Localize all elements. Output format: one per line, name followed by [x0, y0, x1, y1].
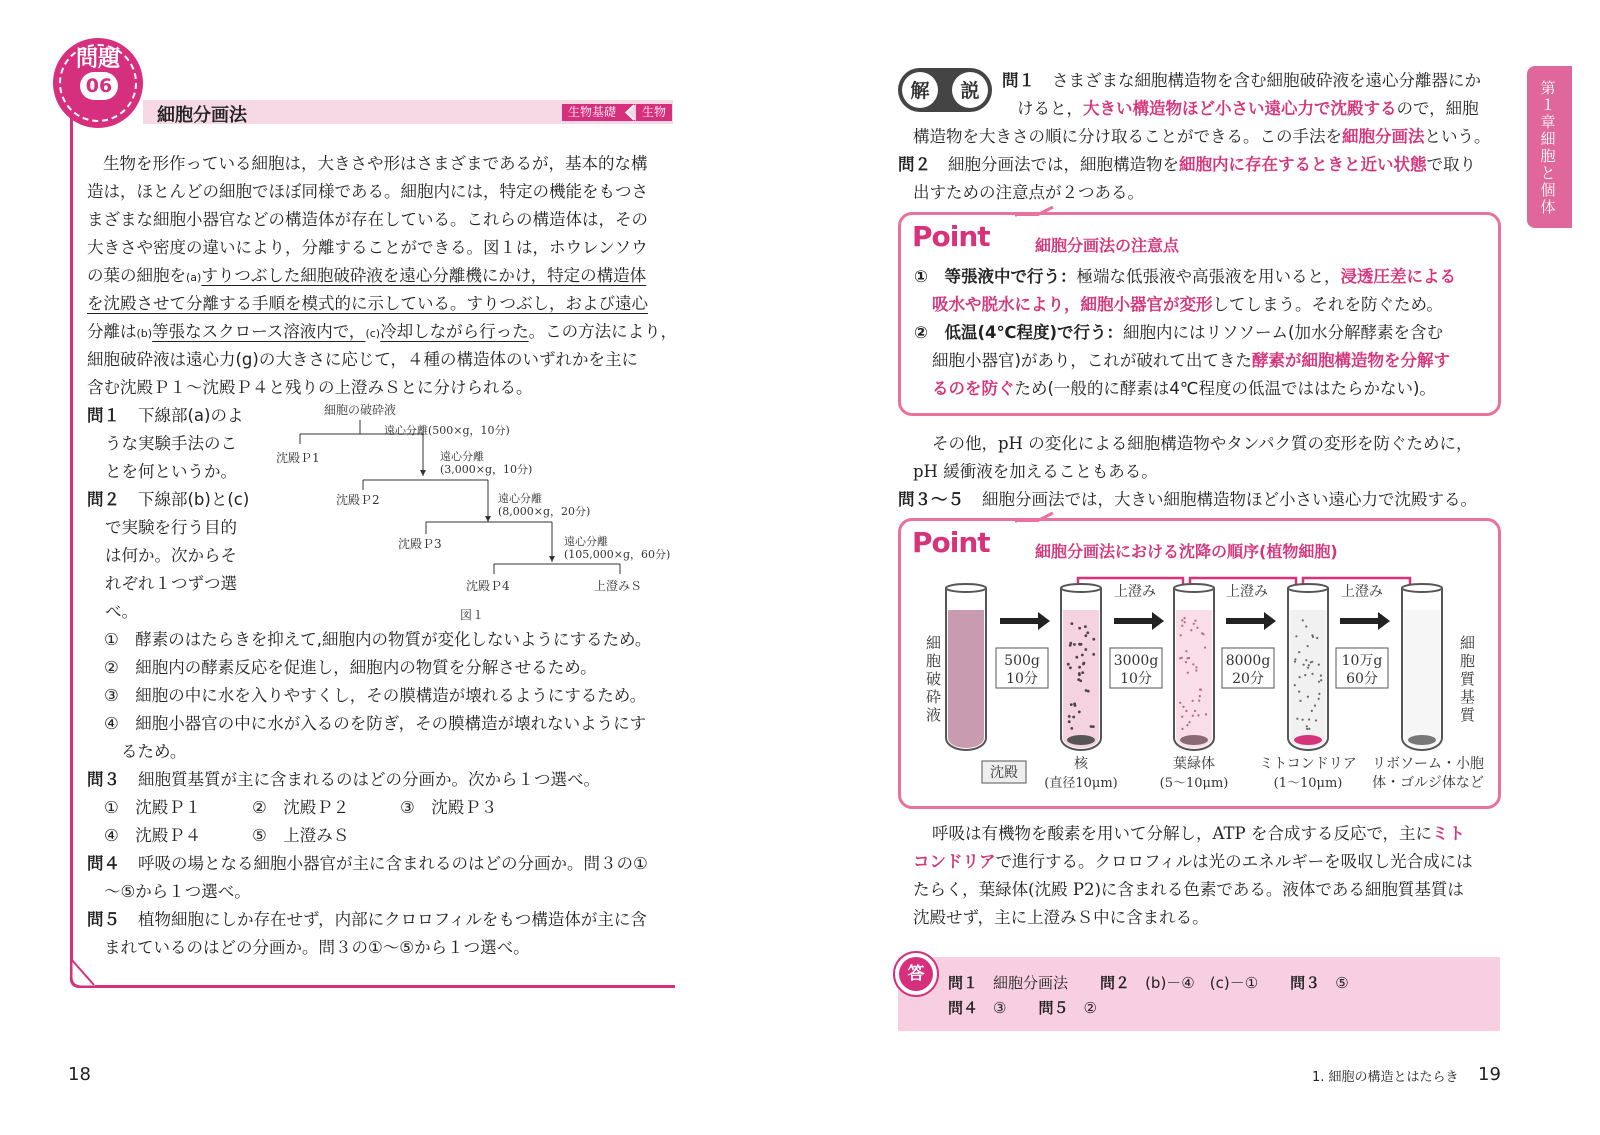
particle-dot — [1304, 674, 1306, 676]
answer-label: 問４ — [948, 999, 979, 1017]
point-1-item-1-cont — [932, 291, 1443, 315]
para-text: 分離は — [87, 322, 137, 341]
highlight-text: 酵素が細胞構造物を分解す — [1251, 351, 1450, 370]
problem-number: 06 — [80, 72, 118, 100]
question-5-label: 問５ — [87, 910, 120, 929]
point-1-title: 細胞分画法の注意点 — [1035, 236, 1180, 255]
particle-dot — [1084, 648, 1087, 651]
pellet-nucleus — [1067, 735, 1095, 745]
particle-dot — [1081, 671, 1084, 674]
fig-step-label: 遠心分離 — [564, 535, 608, 548]
fig-step-label: (3,000×g，10分) — [440, 463, 533, 476]
particle-dot — [1190, 629, 1192, 631]
highlight-text: コンドリア — [913, 852, 996, 871]
particle-dot — [1318, 693, 1320, 695]
text: 細胞内にはリソソーム(加水分解酵素を含む — [1123, 323, 1443, 342]
particle-dot — [1181, 619, 1183, 621]
r-question-2-label: 問２ — [898, 155, 931, 174]
fig-step-label: 遠心分離 — [440, 450, 484, 463]
particle-dot — [1083, 662, 1086, 665]
speech-tail — [1015, 206, 1055, 220]
sedimentation-diagram — [898, 570, 1500, 800]
particle-dot — [1179, 702, 1181, 704]
step-time: 10分 — [1120, 671, 1152, 687]
supernatant-label: 上澄み — [1114, 584, 1156, 600]
particle-dot — [1310, 661, 1312, 663]
question-4-text: 〜⑤から１つ選べ。 — [104, 882, 251, 901]
particle-dot — [1318, 698, 1320, 700]
particle-dot — [1308, 718, 1310, 720]
problem-badge-label: 問題 — [75, 47, 120, 72]
particle-dot — [1316, 637, 1318, 639]
sediment-label: 沈殿 — [990, 765, 1018, 781]
particle-dot — [1079, 643, 1082, 646]
question-5-text: まれているのはどの分画か。問３の①〜⑤から１つ選べ。 — [104, 938, 530, 957]
particle-dot — [1068, 720, 1071, 723]
text: 細胞小器官)があり，これが破れて出てきた — [932, 351, 1252, 370]
particle-dot — [1072, 716, 1075, 719]
particle-dot — [1073, 643, 1076, 646]
page-number-left: 18 — [68, 1064, 91, 1085]
question-2-text: は何か。次からそ — [105, 546, 237, 565]
particle-dot — [1180, 634, 1182, 636]
option-text: 沈殿Ｐ２ — [283, 798, 350, 817]
particle-dot — [1201, 632, 1203, 634]
point-1-item-2-cont — [932, 375, 1436, 399]
particle-dot — [1185, 650, 1187, 652]
particle-dot — [1078, 627, 1081, 630]
particle-dot — [1078, 672, 1081, 675]
answer-mark: 答 — [899, 957, 933, 991]
underlined-text-a: すりつぶした細胞破砕液を遠心分離機にかけ，特定の構造体 — [201, 266, 647, 285]
particle-dot — [1302, 719, 1304, 721]
particle-dot — [1092, 653, 1095, 656]
particle-dot — [1299, 700, 1301, 702]
text: 細胞分画法では，細胞構造物を — [948, 155, 1179, 174]
q3-option-5 — [252, 822, 349, 846]
particle-dot — [1187, 672, 1189, 674]
lysate-label: 細胞破砕液 — [926, 634, 942, 724]
particle-dot — [1067, 663, 1070, 666]
answer-row-1 — [948, 972, 1349, 993]
problem-frame-bottom-rule — [95, 985, 675, 988]
step-force: 8000g — [1225, 653, 1271, 669]
particle-dot — [1181, 657, 1183, 659]
speech-tail — [1015, 512, 1055, 526]
particle-dot — [1198, 700, 1200, 702]
particle-dot — [1307, 667, 1309, 669]
step-arrow-icon — [1340, 612, 1390, 630]
particle-dot — [1070, 703, 1073, 706]
particle-dot — [1186, 657, 1188, 659]
option-text: 上澄みＳ — [283, 826, 350, 845]
r-para-3-line: たらく，葉緑体(沈殿 P2)に含まれる色素である。液体である細胞質基質は — [913, 880, 1464, 899]
problem-frame-left-rule — [70, 110, 73, 960]
pellet-ribosome — [1408, 735, 1436, 745]
q2-option-3 — [104, 682, 646, 706]
text: で進行する。クロロフィルは光のエネルギーを吸収し光合成には — [995, 852, 1473, 871]
r-q35-text: 細胞分画法では，大きい細胞構造物ほど小さい遠心力で沈殿する。 — [982, 490, 1477, 509]
particle-dot — [1184, 617, 1186, 619]
r-para-3-line — [913, 848, 1473, 872]
r-q1-line: さまざまな細胞構造物を含む細胞破砕液を遠心分離器にか — [1052, 71, 1481, 90]
para-text: の葉の細胞を — [87, 266, 186, 285]
particle-dot — [1199, 695, 1201, 697]
particle-dot — [1185, 661, 1187, 663]
kaisetsu-char-2: 説 — [960, 80, 980, 102]
particle-dot — [1077, 678, 1080, 681]
particle-dot — [1195, 669, 1197, 671]
particle-dot — [1069, 642, 1072, 645]
option-number: ① — [104, 630, 119, 649]
step-arrow-icon — [1114, 612, 1164, 630]
supernatant-label: 上澄み — [1341, 584, 1383, 600]
step-force: 10万g — [1341, 653, 1383, 669]
option-text: 細胞の中に水を入りやすくし，その膜構造が壊れるようにするため。 — [135, 686, 647, 705]
text: 呼吸は有機物を酸素を用いて分解し，ATP を合成する反応で，主に — [932, 824, 1433, 843]
particle-dot — [1194, 710, 1196, 712]
underlined-text-b: 等張なスクロース溶液内で， — [152, 322, 366, 341]
r-para-2-line: その他，pH の変化による細胞構造物やタンパク質の変形を防ぐために， — [932, 434, 1473, 453]
supernatant-label: 上澄み — [1226, 584, 1268, 600]
r-para-2-line: pH 緩衝液を加えることもある。 — [913, 462, 1158, 481]
underline-mark-b: (b) — [136, 327, 153, 340]
option-number: ② — [104, 658, 119, 677]
r-para-3-line — [932, 820, 1465, 844]
para-line — [87, 262, 646, 286]
particle-dot — [1199, 689, 1201, 691]
particle-dot — [1320, 679, 1322, 681]
answer-label: 問５ — [1038, 999, 1069, 1017]
text: ため(一般的に酵素は4℃程度の低温でははたらかない)。 — [1014, 379, 1436, 398]
q2-option-4 — [104, 710, 646, 734]
particle-dot — [1188, 721, 1190, 723]
tube-3-fill — [1290, 610, 1326, 748]
answer-value: (b)－④ (c)－① — [1145, 974, 1259, 992]
tube-2-fill — [1176, 610, 1212, 748]
question-2-text: べ。 — [105, 602, 138, 621]
particle-dot — [1204, 647, 1206, 649]
underlined-text-c: 冷却しながら行った — [380, 322, 529, 341]
particle-dot — [1305, 659, 1307, 661]
question-1-text: 下線部(a)のよ — [138, 406, 244, 425]
highlight-text: 細胞分画法 — [1342, 127, 1425, 146]
particle-dot — [1084, 625, 1087, 628]
answer-box — [898, 957, 1500, 1031]
point-logo: Point — [912, 526, 990, 559]
option-number: ① — [104, 798, 119, 817]
point-logo: Point — [912, 220, 990, 253]
particle-dot — [1075, 656, 1078, 659]
question-2-text: で実験を行う目的 — [105, 518, 237, 537]
highlight-text: ミト — [1432, 824, 1466, 843]
answer-row-2 — [948, 997, 1097, 1018]
para-line: まざまな細胞小器官などの構造体が存在している。これらの構造体は，その — [87, 210, 648, 229]
result-name: 核 — [1074, 756, 1088, 772]
question-4-label: 問４ — [87, 854, 120, 873]
fig-step-label: (8,000×g，20分) — [498, 505, 591, 518]
chevron-left-icon — [622, 104, 636, 121]
highlight-text: 大きい構造物ほど小さい遠心力で沈殿する — [1083, 99, 1397, 118]
particle-dot — [1306, 728, 1308, 730]
question-1-label: 問１ — [87, 406, 120, 425]
particle-dot — [1070, 727, 1073, 730]
option-text: 酵素のはたらきを抑えて,細胞内の物質が変化しないようにするため。 — [135, 630, 652, 649]
particle-dot — [1071, 622, 1074, 625]
page-curl-corner — [70, 955, 100, 988]
particle-dot — [1086, 631, 1089, 634]
option-text: 細胞内の酵素反応を促進し，細胞内の物質を分解させるため。 — [135, 658, 597, 677]
question-1-text: うな実験手法のこ — [105, 434, 237, 453]
point-1-item-2 — [914, 319, 1443, 343]
particle-dot — [1194, 620, 1196, 622]
pellet-mitochondria — [1294, 735, 1322, 745]
result-size: (5〜10μm) — [1159, 776, 1229, 791]
result-size: (1〜10μm) — [1273, 776, 1343, 791]
particle-dot — [1181, 716, 1183, 718]
option-text: 細胞小器官の中に水が入るのを防ぎ，その膜構造が壊れないようにす — [135, 714, 647, 733]
r-q2-line: 出すための注意点が２つある。 — [913, 183, 1144, 202]
para-text: 。この方法により， — [528, 322, 678, 341]
question-3-label: 問３ — [87, 770, 120, 789]
problem-title: 細胞分画法 — [157, 105, 247, 126]
particle-dot — [1195, 666, 1197, 668]
fig-step-label: 遠心分離 — [498, 492, 542, 505]
text: という。 — [1424, 127, 1491, 146]
running-footer: 1. 細胞の構造とはたらき — [1312, 1070, 1459, 1085]
particle-dot — [1181, 625, 1183, 627]
particle-dot — [1192, 700, 1194, 702]
particle-dot — [1294, 684, 1296, 686]
breadcrumb-advanced: 生物 — [636, 104, 672, 121]
particle-dot — [1078, 666, 1081, 669]
particle-dot — [1205, 713, 1207, 715]
kaisetsu-char-1: 解 — [910, 80, 930, 102]
text: で取り — [1426, 155, 1476, 174]
q2-option-2 — [104, 654, 597, 678]
para-line: 含む沈殿Ｐ１〜沈殿Ｐ４と残りの上澄みＳとに分けられる。 — [87, 378, 533, 397]
particle-dot — [1308, 664, 1310, 666]
particle-dot — [1307, 645, 1309, 647]
step-time: 20分 — [1232, 671, 1264, 687]
particle-dot — [1068, 715, 1071, 718]
item-heading: 低温(4℃程度)で行う： — [944, 323, 1124, 342]
particle-dot — [1193, 623, 1195, 625]
option-text: 沈殿Ｐ１ — [135, 798, 202, 817]
para-line: を沈殿させて分離する手順を模式的に示している。すりつぶし，および遠心 — [87, 294, 648, 313]
particle-dot — [1181, 728, 1183, 730]
step-arrow-icon — [1000, 612, 1050, 630]
particle-dot — [1085, 689, 1088, 692]
fig-output-p4: 沈殿Ｐ4 — [466, 579, 510, 593]
fig-output-p1: 沈殿Ｐ1 — [276, 451, 320, 465]
question-2-text: れぞれ１つずつ選 — [105, 574, 237, 593]
fig-top-label: 細胞の破砕液 — [324, 403, 397, 417]
question-4-text: 呼吸の場となる細胞小器官が主に含まれるのはどの分画か。問３の① — [138, 854, 648, 873]
step-force: 500g — [1004, 653, 1040, 669]
fig-output-s: 上澄みＳ — [594, 579, 643, 593]
para-line: 生物を形作っている細胞は，大きさや形はさまざまであるが，基本的な構 — [103, 154, 648, 173]
particle-dot — [1302, 619, 1304, 621]
particle-dot — [1182, 706, 1184, 708]
chapter-tab-label: 第１章 細胞と個体 — [1540, 79, 1556, 216]
pellet-chloroplast — [1180, 735, 1208, 745]
particle-dot — [1312, 636, 1314, 638]
particle-dot — [1299, 676, 1301, 678]
fig-output-p2: 沈殿Ｐ2 — [336, 493, 380, 507]
kaisetsu-badge — [898, 68, 992, 112]
particle-dot — [1078, 711, 1081, 714]
step-time: 60分 — [1346, 671, 1378, 687]
cytosol-label: 細胞質基質 — [1460, 634, 1476, 724]
option-number: ② — [252, 798, 267, 817]
particle-dot — [1192, 663, 1194, 665]
q3-option-2 — [252, 794, 349, 818]
particle-dot — [1306, 725, 1308, 727]
para-line: 細胞破砕液は遠心力(g)の大きさに応じて，４種の構造体のいずれかを主に — [87, 350, 639, 369]
lysate-fill — [948, 610, 984, 748]
text: けると， — [1017, 99, 1083, 118]
option-text: 沈殿Ｐ３ — [431, 798, 498, 817]
particle-dot — [1320, 675, 1322, 677]
particle-dot — [1084, 634, 1087, 637]
particle-dot — [1186, 724, 1188, 726]
answer-label: 問２ — [1100, 974, 1131, 992]
highlight-text: るのを防ぐ — [932, 379, 1015, 398]
answer-value: 細胞分画法 — [993, 974, 1069, 992]
question-2-text: 下線部(b)と(c) — [138, 490, 250, 509]
question-3-text: 細胞質基質が主に含まれるのはどの分画か。次から１つ選べ。 — [138, 770, 600, 789]
option-number: ③ — [104, 686, 119, 705]
particle-dot — [1092, 638, 1095, 641]
step-arrow-icon — [1226, 612, 1276, 630]
item-number: ① — [914, 267, 928, 286]
particle-dot — [1308, 728, 1310, 730]
particle-dot — [1314, 705, 1316, 707]
particle-dot — [1185, 710, 1187, 712]
text: 極端な低張液や高張液を用いると， — [1076, 267, 1341, 286]
particle-dot — [1197, 714, 1199, 716]
particle-dot — [1318, 681, 1320, 683]
particle-dot — [1307, 696, 1309, 698]
question-1-text: とを何というか。 — [105, 462, 237, 481]
highlight-text: 細胞内に存在するときと近い状態 — [1179, 155, 1427, 174]
r-q1-line — [1017, 95, 1479, 119]
r-question-3-5-label: 問３〜５ — [898, 490, 964, 509]
option-number: ③ — [400, 798, 415, 817]
underline-mark-c: (c) — [365, 327, 381, 340]
particle-dot — [1081, 654, 1084, 657]
para-line: 大きさや密度の違いにより，分離することができる。図１は，ホウレンソウ — [87, 238, 648, 257]
q3-option-4 — [104, 822, 201, 846]
r-question-1-label: 問１ — [1002, 71, 1035, 90]
option-number: ④ — [104, 826, 119, 845]
particle-dot — [1311, 673, 1313, 675]
particle-dot — [1073, 703, 1076, 706]
text: 構造物を大きさの順に分け取ることができる。この手法を — [913, 127, 1342, 146]
underline-mark-a: (a) — [186, 271, 202, 284]
para-line: 造は，ほとんどの細胞でほぼ同様である。細胞内には，特定の機能をもつさ — [87, 182, 648, 201]
particle-dot — [1296, 718, 1298, 720]
r-para-3-line: 沈殿せず，主に上澄みＳ中に含まれる。 — [913, 908, 1209, 927]
figure-1-fractionation-diagram — [268, 400, 688, 625]
result-name: リボソーム・小胞 — [1372, 756, 1484, 772]
point-2-title: 細胞分画法における沈降の順序(植物細胞) — [1035, 542, 1338, 561]
highlight-text: 吸水や脱水により，細胞小器官が変形 — [932, 295, 1213, 314]
option-number: ⑤ — [252, 826, 267, 845]
r-q1-line — [913, 123, 1491, 147]
step-force: 3000g — [1113, 653, 1159, 669]
particle-dot — [1295, 635, 1297, 637]
particle-dot — [1184, 621, 1186, 623]
particle-dot — [1311, 710, 1313, 712]
particle-dot — [1315, 719, 1317, 721]
q2-option-4-cont: るため。 — [121, 742, 187, 761]
item-heading: 等張液中で行う： — [944, 267, 1077, 286]
fig-caption: 図１ — [460, 608, 485, 622]
page-number-right: 19 — [1478, 1064, 1501, 1085]
answer-label: 問３ — [1290, 974, 1321, 992]
result-name: 体・ゴルジ体など — [1372, 775, 1484, 791]
result-name: 葉緑体 — [1173, 756, 1215, 772]
particle-dot — [1298, 651, 1300, 653]
particle-dot — [1294, 658, 1296, 660]
q3-option-1 — [104, 794, 201, 818]
particle-dot — [1318, 664, 1320, 666]
answer-value: ② — [1083, 999, 1097, 1017]
text: してしまう。それを防ぐため。 — [1212, 295, 1443, 314]
question-5-text: 植物細胞にしか存在せず，内部にクロロフィルをもつ構造体が主に含 — [138, 910, 647, 929]
option-number: ④ — [104, 714, 119, 733]
step-time: 10分 — [1006, 671, 1038, 687]
item-number: ② — [914, 323, 928, 342]
answer-value: ⑤ — [1335, 974, 1349, 992]
point-1-item-2-cont — [932, 347, 1450, 371]
answer-label: 問１ — [948, 974, 979, 992]
fig-output-p3: 沈殿Ｐ3 — [398, 537, 442, 551]
particle-dot — [1298, 691, 1300, 693]
particle-dot — [1305, 625, 1307, 627]
option-text: 沈殿Ｐ４ — [135, 826, 202, 845]
answer-value: ③ — [993, 999, 1007, 1017]
fig-step-label: 遠心分離(500×g，10分) — [384, 424, 510, 437]
q3-option-3 — [400, 794, 497, 818]
particle-dot — [1294, 661, 1296, 663]
particle-dot — [1090, 725, 1093, 728]
particle-dot — [1069, 666, 1072, 669]
question-2-label: 問２ — [87, 490, 120, 509]
particle-dot — [1196, 627, 1198, 629]
result-size: (直径10μm) — [1044, 776, 1118, 791]
breadcrumb-basic: 生物基礎 — [562, 104, 622, 121]
q2-option-1 — [104, 626, 651, 650]
highlight-text: 浸透圧差による — [1340, 267, 1456, 286]
particle-dot — [1192, 715, 1194, 717]
tube-4-fill — [1404, 610, 1440, 748]
fig-step-label: (105,000×g，60分) — [564, 548, 671, 561]
particle-dot — [1303, 664, 1305, 666]
result-name: ミトコンドリア — [1259, 756, 1357, 772]
para-line — [87, 318, 677, 342]
point-1-item-1 — [914, 263, 1456, 287]
r-q2-line — [948, 151, 1476, 175]
text: ので，細胞 — [1396, 99, 1479, 118]
